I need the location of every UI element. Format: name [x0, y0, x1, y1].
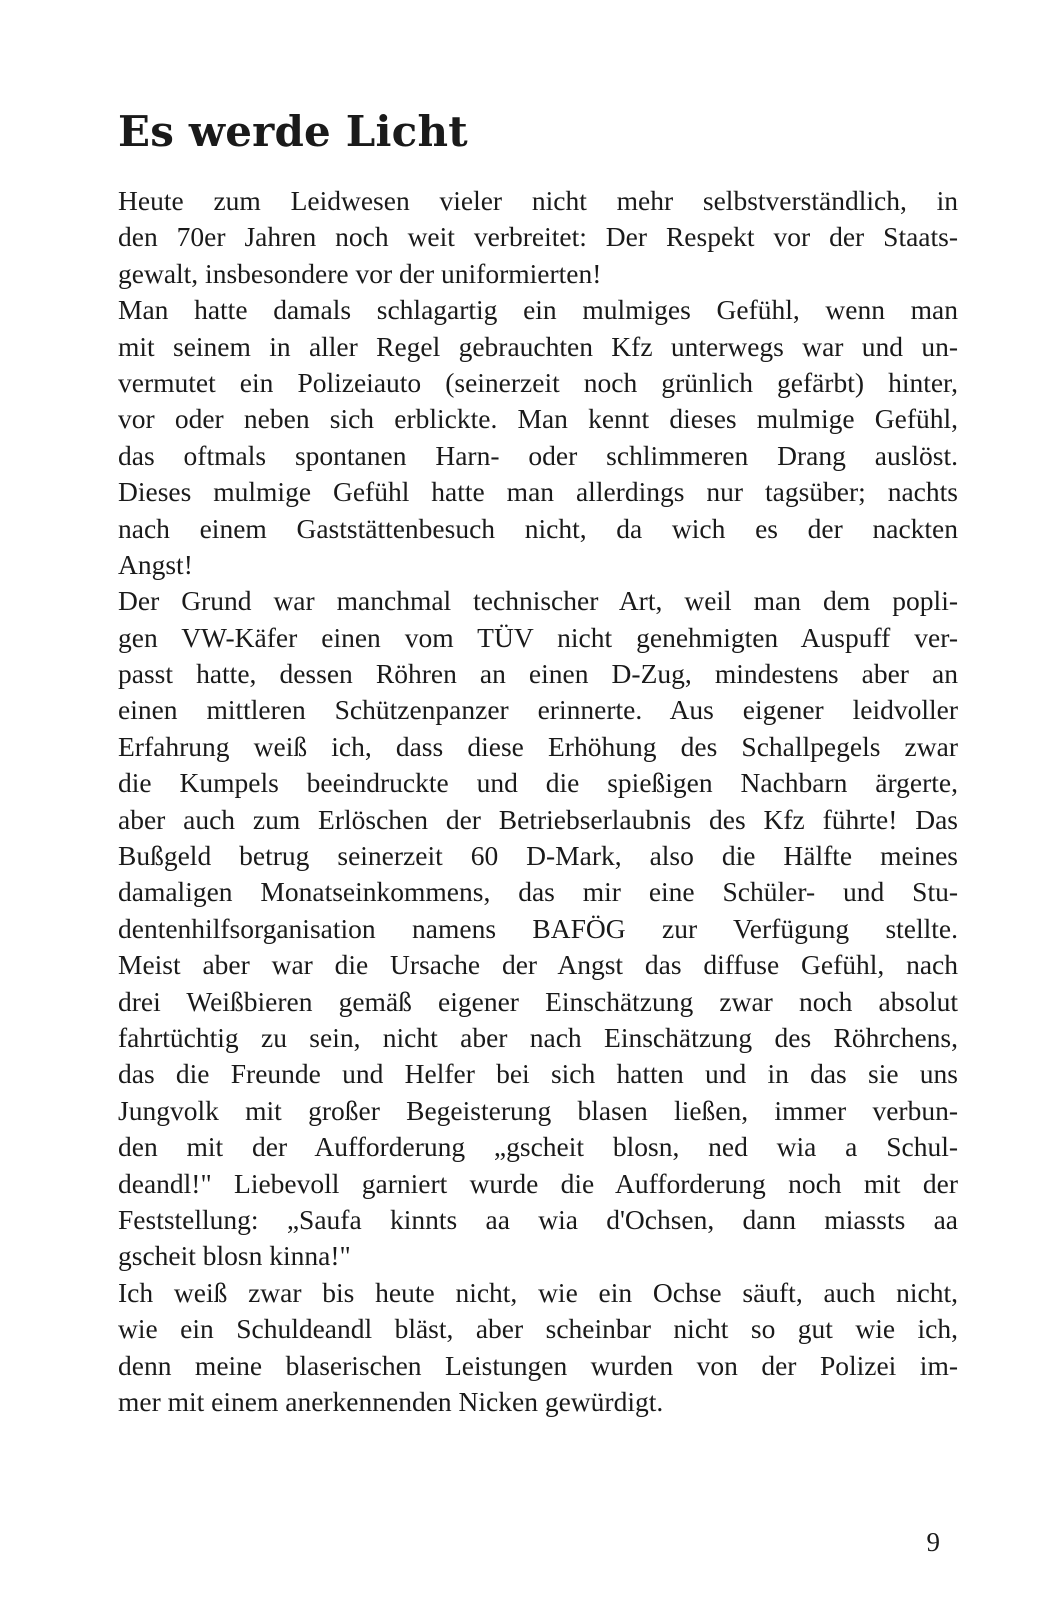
text-line: denn meine blaserischen Leistungen wurden von der Polizei im-: [118, 1349, 958, 1381]
text-line: damaligen Monatseinkommens, das mir eine Schüler- und Stu-: [118, 876, 958, 908]
text-line: mer mit einem anerkennenden Nicken gewürdigt.: [118, 1385, 664, 1417]
text-line: Der Grund war manchmal technischer Art, weil man dem popli-: [118, 585, 958, 617]
text-line: das die Freunde und Helfer bei sich hatten und in das sie uns: [118, 1058, 958, 1090]
text-line: nach einem Gaststättenbesuch nicht, da wich es der nackten: [118, 512, 958, 544]
text-line: Bußgeld betrug seinerzeit 60 D-Mark, also die Hälfte meines: [118, 840, 958, 872]
text-line: Jungvolk mit großer Begeisterung blasen ließen, immer verbun-: [118, 1094, 958, 1126]
text-line: vor oder neben sich erblickte. Man kennt dieses mulmige Gefühl,: [118, 403, 958, 435]
text-line: einen mittleren Schützenpanzer erinnerte. Aus eigener leidvoller: [118, 694, 958, 726]
text-line: die Kumpels beeindruckte und die spießigen Nachbarn ärgerte,: [118, 767, 958, 799]
text-line: deandl!" Liebevoll garniert wurde die Aufforderung noch mit der: [118, 1167, 958, 1199]
page-number: 9: [926, 1527, 940, 1557]
text-line: Heute zum Leidwesen vieler nicht mehr selbstverständlich, in: [118, 185, 958, 216]
text-line: passt hatte, dessen Röhren an einen D-Zug, mindestens aber an: [118, 658, 958, 690]
text-line: gscheit blosn kinna!": [118, 1240, 351, 1272]
text-line: gen VW-Käfer einen vom TÜV nicht genehmigten Auspuff ver-: [118, 621, 958, 653]
text-line: gewalt, insbesondere vor der uniformierten!: [118, 257, 602, 289]
text-line: das oftmals spontanen Harn- oder schlimmeren Drang auslöst.: [118, 439, 958, 471]
text-line: vermutet ein Polizeiauto (seinerzeit noch grünlich gefärbt) hinter,: [118, 366, 958, 398]
text-line: Feststellung: „Saufa kinnts aa wia d'Ochsen, dann miassts aa: [118, 1203, 958, 1235]
text-line: aber auch zum Erlöschen der Betriebserlaubnis des Kfz führte! Das: [118, 803, 958, 835]
text-line: Man hatte damals schlagartig ein mulmiges Gefühl, wenn man: [118, 294, 958, 326]
text-line: Meist aber war die Ursache der Angst das diffuse Gefühl, nach: [118, 949, 958, 981]
text-line: Ich weiß zwar bis heute nicht, wie ein Ochse säuft, auch nicht,: [118, 1276, 958, 1308]
text-line: wie ein Schuldeandl bläst, aber scheinbar nicht so gut wie ich,: [118, 1313, 958, 1345]
text-line: fahrtüchtig zu sein, nicht aber nach Einschätzung des Röhrchens,: [118, 1021, 958, 1053]
text-line: Angst!: [118, 548, 193, 580]
chapter-body-text: [118, 183, 958, 1420]
text-line: drei Weißbieren gemäß eigener Einschätzung zwar noch absolut: [118, 985, 958, 1017]
text-line: Dieses mulmige Gefühl hatte man allerdings nur tagsüber; nachts: [118, 476, 958, 508]
text-line: den mit der Aufforderung „gscheit blosn, ned wia a Schul-: [118, 1131, 958, 1163]
text-line: den 70er Jahren noch weit verbreitet: Der Respekt vor der Staats-: [118, 221, 958, 253]
text-line: Erfahrung weiß ich, dass diese Erhöhung des Schallpegels zwar: [118, 730, 958, 762]
text-line: mit seinem in aller Regel gebrauchten Kfz unterwegs war und un-: [118, 330, 958, 362]
chapter-heading: Es werde Licht: [118, 107, 468, 156]
text-line: dentenhilfsorganisation namens BAFÖG zur Verfügung stellte.: [118, 912, 958, 944]
